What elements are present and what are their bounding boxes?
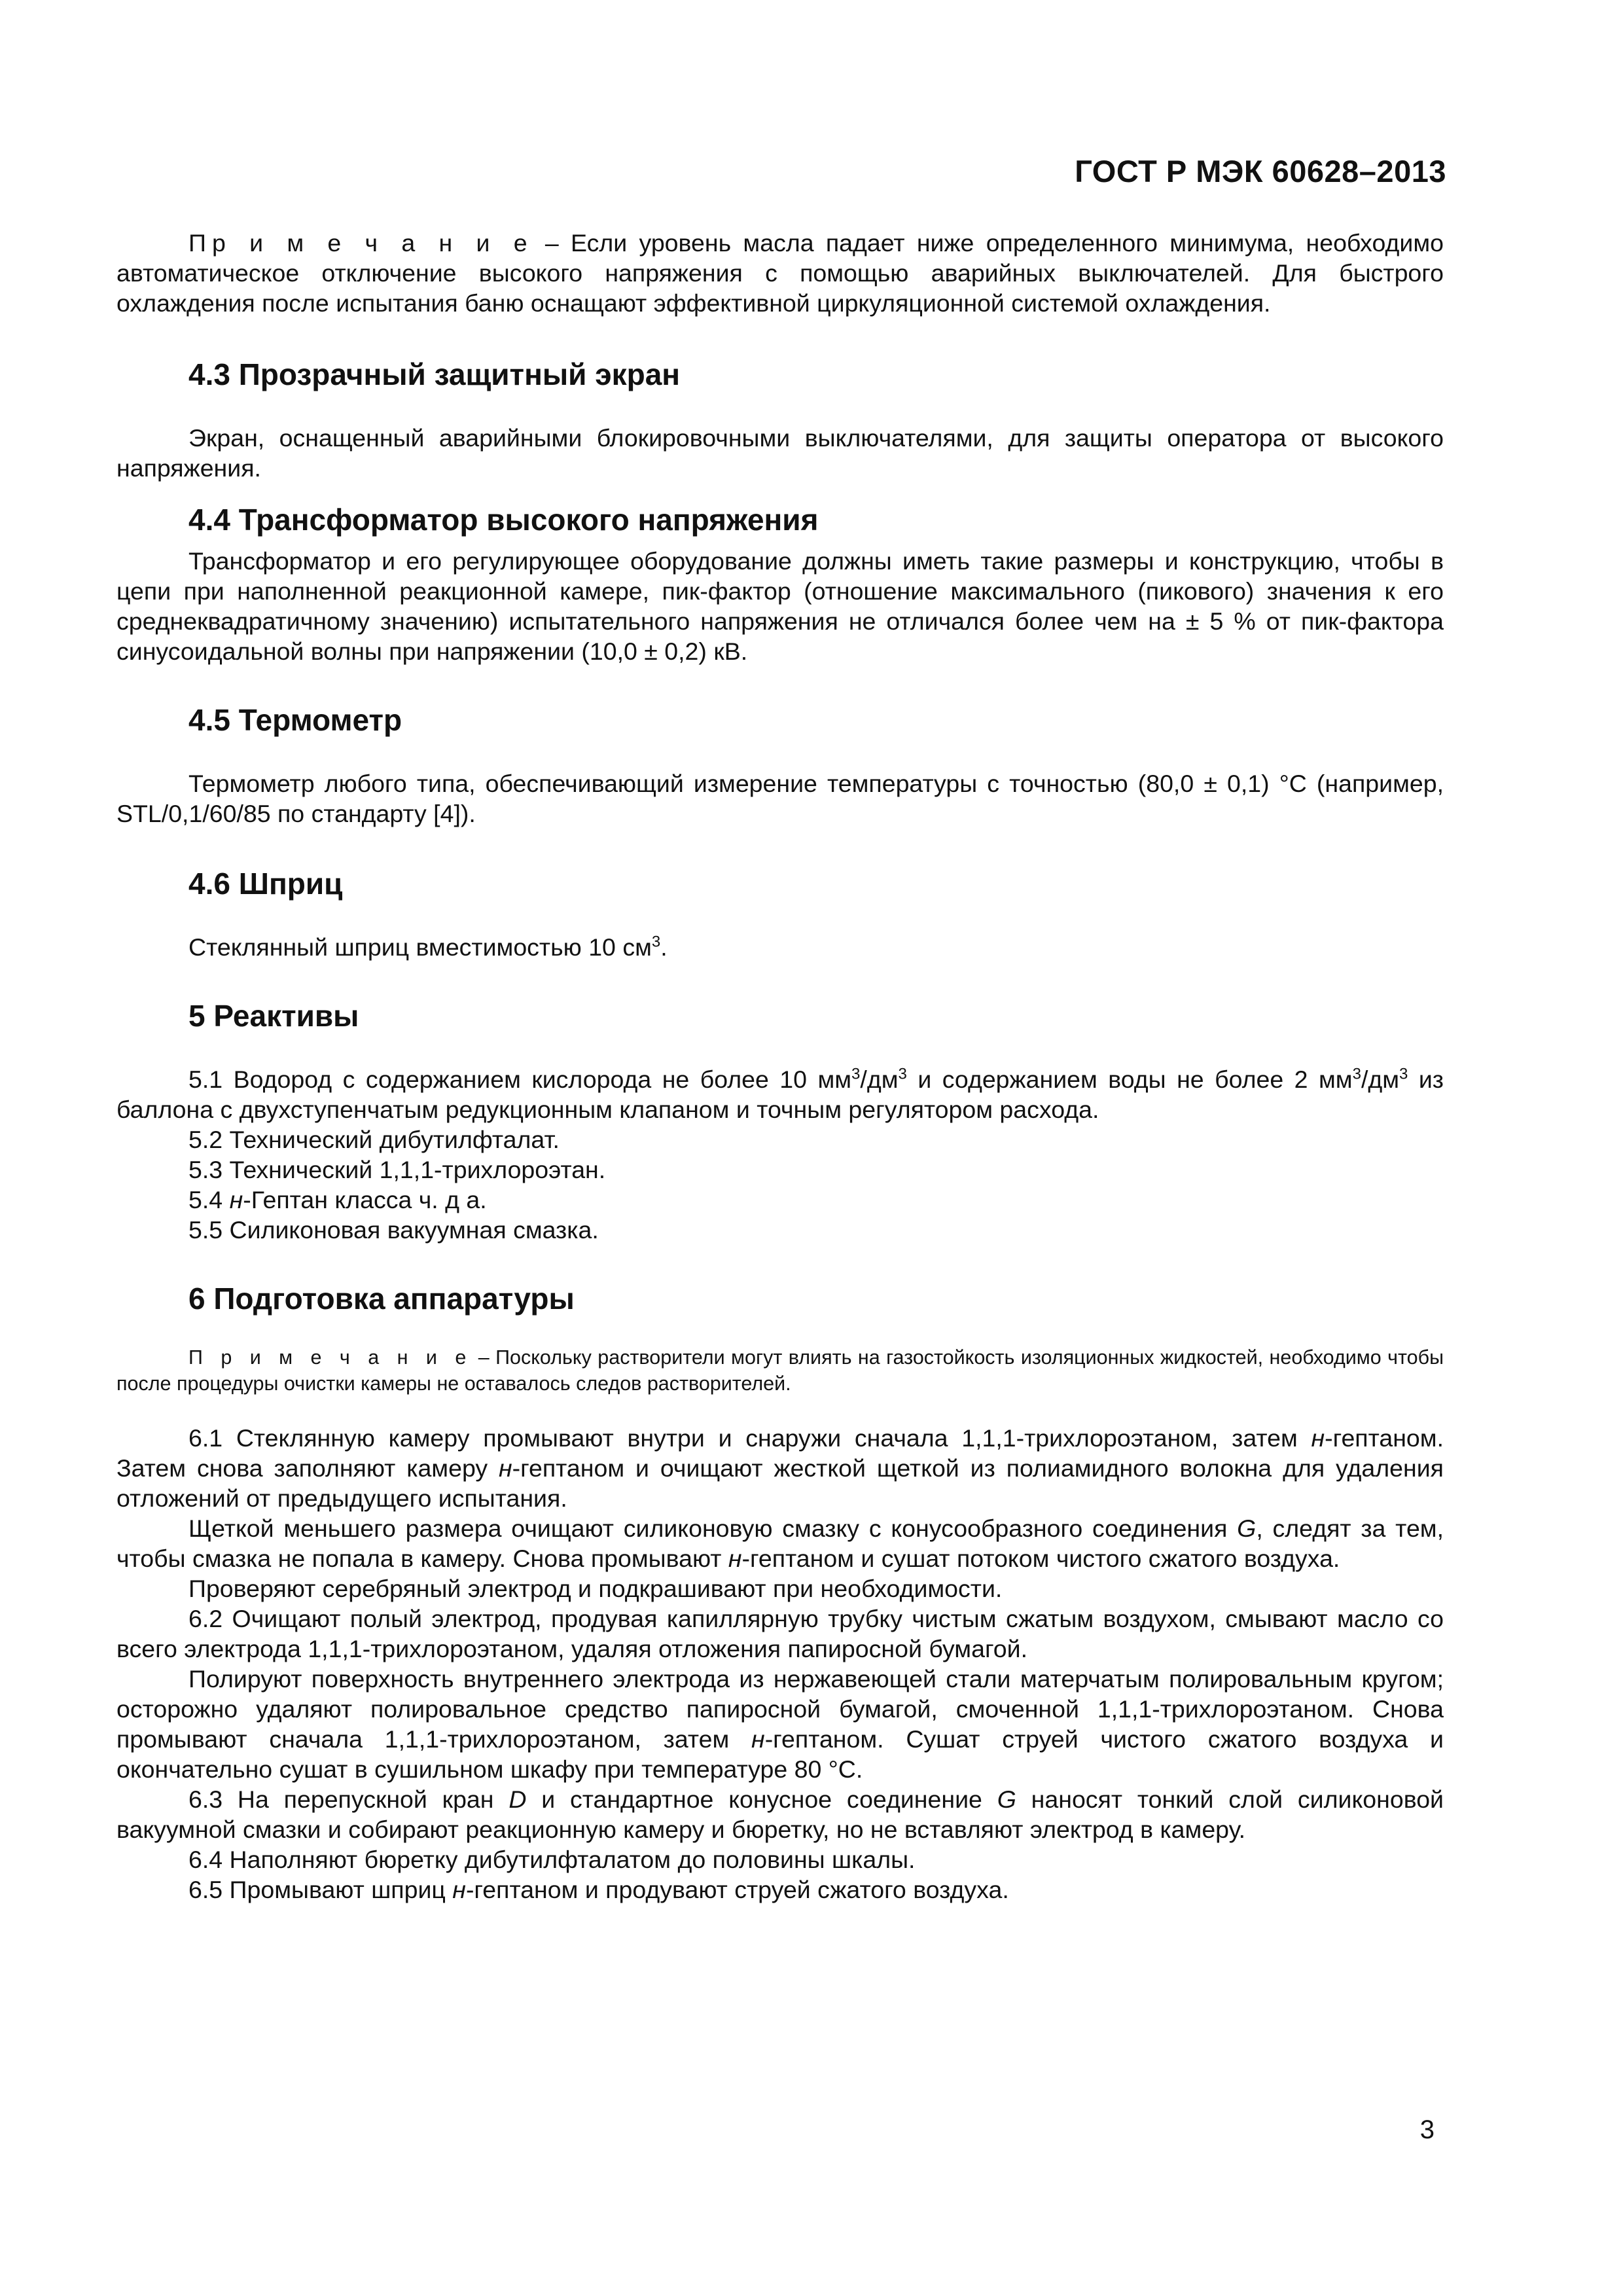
section-4-5-text: Термометр любого типа, обеспечивающий измерение температуры с точностью (80,0 ± 0,1) °С (например, STL/0,1/60/85 по стандарту [4]). [116,770,1444,827]
section-5-1-text [116,1064,1444,1124]
section-6-heading: 6 Подготовка аппаратуры [188,1282,575,1316]
italic-run: н [452,1876,466,1903]
superscript: 3 [651,933,661,951]
section-6-5-text [116,1874,1444,1905]
italic-run: G [1237,1515,1257,1542]
italic-run: н [728,1545,742,1572]
note-text: – Если уровень масла падает ниже определенного минимума, необходимо автоматическое отключение высокого напряжения с помощью аварийных выключателей. Для быстрого охлаждения после испытания баню оснащают эффективной циркуляционной системой охлаждения. [116,229,1444,317]
note-paragraph [116,228,1444,318]
note-text: – Поскольку растворители могут влиять на газостойкость изоляционных жидкостей, необходимо чтобы после процедуры очистки камеры не оставалось следов растворителей. [116,1346,1444,1395]
section-6-3-text [116,1784,1444,1844]
section-6-1c-text: Проверяют серебряный электрод и подкрашивают при необходимости. [188,1575,1003,1602]
section-6-1b-text [116,1513,1444,1573]
text-run: -Гептан класса ч. д а. [243,1186,487,1213]
italic-run: н [751,1725,765,1753]
section-4-6-text [116,932,1444,962]
text-run: Щеткой меньшего размера очищают силиконовую смазку с конусообразного соединения [188,1515,1238,1542]
section-5-2-text: 5.2 Технический дибутилфталат. [188,1126,560,1153]
text-run: и содержанием воды не более 2 мм [906,1066,1353,1093]
superscript: 3 [1399,1065,1408,1083]
superscript: 3 [1352,1065,1361,1083]
section-6-1-text [116,1423,1444,1513]
section-5-5-text: 5.5 Силиконовая вакуумная смазка. [188,1216,599,1244]
section-4-4-text: Трансформатор и его регулирующее оборудование должны иметь такие размеры и конструкцию, чтобы в цепи при наполненной реакционной камере, пик-фактор (отношение максимального (пикового) значения к его среднеквадратичному значению) испытательного напряжения не отличался более чем на ± 5 % от пик-фактора синусоидальной волны при напряжении (10,0 ± 0,2) кВ. [116,547,1444,665]
text-run: -гептаном и очищают жесткой щеткой из полиамидного волокна для удаления отложений от предыдущего испытания. [116,1454,1444,1512]
text-run: 6.1 Стеклянную камеру промывают внутри и снаружи сначала 1,1,1-трихлороэтаном, затем [188,1424,1311,1452]
text-run: Стеклянный шприц вместимостью 10 см [188,933,652,961]
text-run: Полируют поверхность внутреннего электрода из нержавеющей стали матерчатым полировальным кругом; осторожно удаляют полировальное средство папиросной бумагой, смоченной 1,1,1-трихлороэтаном. Снова промывают сначала 1,1,1-трихлороэтаном, затем [116,1665,1444,1753]
section-5-3-text: 5.3 Технический 1,1,1-трихлороэтан. [188,1156,606,1183]
section-4-3-text: Экран, оснащенный аварийными блокировочными выключателями, для защиты оператора от высокого напряжения. [116,424,1444,482]
text-run: из баллона с двухступенчатым редукционным клапаном и точным регулятором расхода. [116,1066,1444,1123]
section-5-4-text [116,1185,1444,1215]
text-run: -гептаном и продувают струей сжатого воздуха. [465,1876,1009,1903]
italic-run: н [499,1454,512,1482]
text-run: 6.5 Промывают шприц [188,1876,453,1903]
text-run: , следят за тем, чтобы смазка не попала в камеру. Снова промывают [116,1515,1444,1572]
section-6-note [116,1344,1444,1397]
section-4-3-heading: 4.3 Прозрачный защитный экран [188,357,681,391]
italic-run: н [1311,1424,1325,1452]
superscript: 3 [898,1065,907,1083]
section-6-4-text: 6.4 Наполняют бюретку дибутилфталатом до половины шкалы. [188,1846,916,1873]
section-6-2-text: 6.2 Очищают полый электрод, продувая капиллярную трубку чистым сжатым воздухом, смывают масло со всего электрода 1,1,1-трихлороэтаном, удаляя отложения папиросной бумагой. [116,1605,1444,1662]
section-4-5-heading: 4.5 Термометр [188,703,402,737]
page-number: 3 [1419,2115,1435,2144]
text-run: -гептаном. Затем снова заполняют камеру [116,1424,1444,1482]
text-run: наносят тонкий слой силиконовой вакуумной смазки и собирают реакционную камеру и бюретку, но не вставляют электрод в камеру. [116,1785,1444,1843]
text-run: -гептаном. Сушат струей чистого сжатого воздуха и окончательно сушат в сушильном шкафу при температуре 80 °С. [116,1725,1444,1783]
text-run: -гептаном и сушат потоком чистого сжатого воздуха. [741,1545,1340,1572]
note-label: П р и м е ч а н и е [188,1346,473,1369]
italic-run: н [229,1186,243,1213]
note-label: Пр и м е ч а н и е [188,229,533,257]
text-run: /дм [860,1066,899,1093]
text-run: 6.3 На перепускной кран [188,1785,509,1813]
superscript: 3 [851,1065,861,1083]
italic-run: G [997,1785,1016,1813]
section-5-heading: 5 Реактивы [188,999,359,1033]
section-4-4-heading: 4.4 Трансформатор высокого напряжения [188,503,819,537]
text-run: и стандартное конусное соединение [526,1785,997,1813]
italic-run: D [508,1785,527,1813]
text-run: 5.1 Водород с содержанием кислорода не более 10 мм [188,1066,852,1093]
text-run: 5.4 [188,1186,230,1213]
text-run: . [660,933,668,961]
page-content [116,228,1444,1905]
text-run: /дм [1361,1066,1400,1093]
section-4-6-heading: 4.6 Шприц [188,867,343,901]
section-6-2b-text [116,1664,1444,1784]
document-header: ГОСТ Р МЭК 60628–2013 [1075,154,1446,188]
